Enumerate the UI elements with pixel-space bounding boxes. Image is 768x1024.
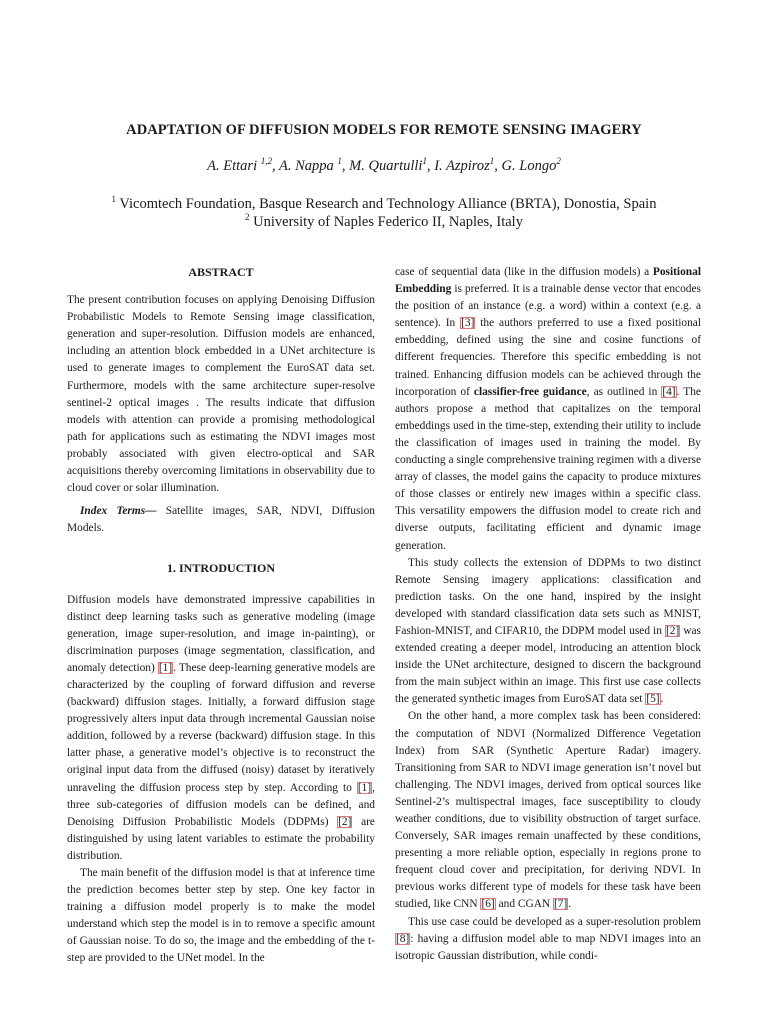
- right-column: [395, 264, 701, 965]
- citation-link[interactable]: [4]: [662, 385, 676, 398]
- citation-link[interactable]: [1]: [357, 781, 372, 794]
- author: A. Ettari $^{1,2}$,: [207, 156, 279, 174]
- citation-link[interactable]: [2]: [665, 624, 680, 637]
- author-list: [0, 158, 768, 175]
- citation-link[interactable]: [1]: [158, 661, 173, 674]
- paper-title: ADAPTATION OF DIFFUSION MODELS FOR REMOTE SENSING IMAGERY: [126, 122, 642, 138]
- intro-paragraph-5: On the other hand, a more complex task has been considered: the computation of NDVI (Normalized Difference Vegetation Index) from SAR (Synthetic Aperture Radar) imagery. Transitioning from SAR to NDVI image generation isn’t novel but challenging. The NDVI images, derived from optical sources like Sentinel-2’s multispectral images, face susceptibility to cloudy weather conditions, due to visibility obstruction of target surface. Conversely, SAR images remain unaffected by these conditions, presenting a more reliable option, especially in regions prone to frequent cloud cover and precipitation, for deriving NDVI. In previous works different type of models for these task have been studied, like CNN [6] and CGAN [7].: [395, 710, 701, 911]
- abstract-text: The present contribution focuses on applying Denoising Diffusion Probabilistic Models to Remote Sensing image classification, generation and super-resolution. Diffusion models are enhanced, including an attention block embedded in a UNet architecture is used to generate images to complement the EuroSAT data set. Furthermore, models with the same architecture super-resolve sentinel-2 optical images . The results indicate that diffusion models with attention can provide a promising methodological path for applications such as estimating the NDVI images most probably associated with given electro-optical and SAR acquisitions thereby overcoming limitations in observability due to cloud cover or solar illumination.: [67, 294, 375, 495]
- citation-link[interactable]: [7]: [554, 898, 568, 911]
- intro-paragraph-2: The main benefit of the diffusion model is that at inference time the prediction becomes better step by step. One key factor in training a diffusion model properly is to make the model understand which step the model is in to remove a specific amount of Gaussian noise. To do so, the image and the embedding of the t-step are provided to the UNet model. In the: [67, 867, 375, 965]
- author: G. Longo$^2$: [501, 156, 561, 174]
- citation-link[interactable]: [6]: [481, 898, 495, 911]
- citation-link[interactable]: [3]: [461, 317, 475, 330]
- author: M. Quartulli$^1$,: [349, 156, 435, 174]
- abstract-heading: ABSTRACT: [188, 265, 254, 279]
- author: A. Nappa $^1$,: [278, 156, 350, 174]
- citation-link[interactable]: [8]: [396, 932, 410, 945]
- intro-paragraph-4: This study collects the extension of DDPMs to two distinct Remote Sensing imagery applications: classification and prediction tasks. On the one hand, inspired by the insight developed with standard classification data sets such as MNIST, Fashion-MNIST, and CIFAR10, the DDPM model used in [2] was extended creating a deeper model, introducing an attention block inside the UNet architecture, designed to discern the background from the main subject within an image. This first use case collects the generated synthetic images from EuroSAT data set [5].: [395, 556, 701, 706]
- intro-paragraph-6: This use case could be developed as a super-resolution problem [8]: having a diffusion model able to map NDVI images into an isotropic Gaussian distribution, while condi-: [395, 915, 701, 962]
- left-column: [67, 264, 375, 968]
- author: I. Azpiroz$^1$,: [434, 156, 502, 174]
- citation-link[interactable]: [2]: [338, 815, 352, 828]
- introduction-heading: 1. INTRODUCTION: [166, 561, 275, 576]
- intro-paragraph-3: case of sequential data (like in the diffusion models) a Positional Embedding is preferred. It is a trainable dense vector that encodes the position of an instance (e.g. a word) within a context (e.g. a sentence). In [3] the authors preferred to use a fixed positional embedding, defined using the sine and cosine functions of different frequencies. Therefore this specific embedding is not trained. Enhancing diffusion models can be achieved through the incorporation of classifier-free guidance, as outlined in [4]. The authors propose a method that capitalizes on the temporal embeddings used in the time-step, extending their utility to include the classification of images used in training the model. By conducting a single comprehensive training regimen with a diverse array of classes, the model gains the capacity to produce mixtures of those classes or entirely new images within a specific class. This versatility empowers the diffusion model to create rich and diverse outputs, facilitating efficient and dynamic image generation.: [395, 266, 701, 552]
- affiliation-1: $^1$ Vicomtech Foundation, Basque Research and Technology Alliance (BRTA), Donostia, Spain: [111, 194, 657, 212]
- affiliation-2: $^2$ University of Naples Federico II, Naples, Italy: [245, 212, 523, 230]
- intro-paragraph-1: Diffusion models have demonstrated impressive capabilities in distinct deep learning tasks such as generative modeling (image generation, image super-resolution, and image in-painting), or discrimination purposes (image segmentation, classification, and anomaly detection) [1]. These deep-learning generative models are characterized by the coupling of forward diffusion and reverse (backward) diffusion stages. Initially, a forward diffusion stage progressively alters input data through incremental Gaussian noise addition, followed by a reverse (backward) diffusion stage. In this latter phase, a generative model’s objective is to reconstruct the original input data from the diffused (noisy) dataset by iteratively unraveling the diffusion process step by step. According to [1], three sub-categories of diffusion models can be defined, and Denoising Diffusion Probabilistic Models (DDPMs) [2] are distinguished by using latent variables to estimate the probability distribution.: [67, 593, 375, 862]
- index-terms: Index Terms— Satellite images, SAR, NDVI, Diffusion Models.: [67, 505, 375, 535]
- citation-link[interactable]: [5]: [646, 693, 660, 706]
